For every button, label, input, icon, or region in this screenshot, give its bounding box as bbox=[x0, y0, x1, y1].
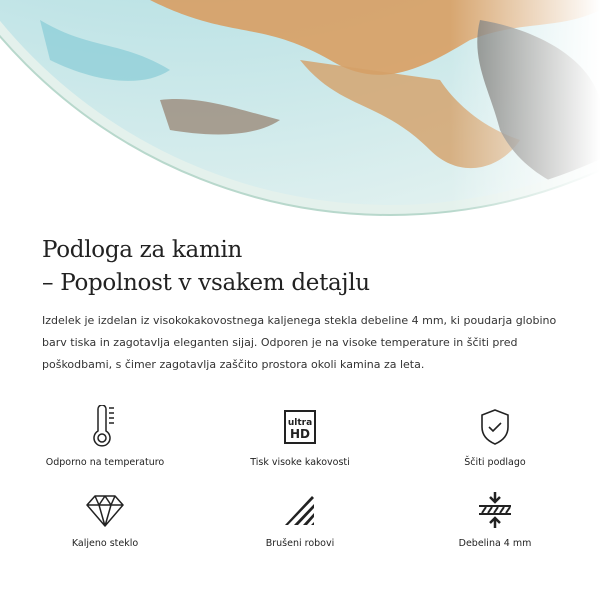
feature-protects-surface bbox=[405, 405, 585, 468]
feature-label: Ščiti podlago bbox=[464, 457, 526, 468]
feature-label: Tisk visoke kakovosti bbox=[250, 457, 350, 468]
feature-label: Kaljeno steklo bbox=[71, 538, 139, 549]
feature-temperature bbox=[15, 405, 195, 468]
thickness-icon bbox=[475, 490, 515, 530]
product-description: Izdelek je izdelan iz visokokakovostnega kaljenega stekla debeline 4 mm, ki poudarja globino barv tiska in zagotavlja eleganten sijaj. Odporen je na visoke temperature in ščiti pred poškodbami, s čimer zagotavlja zaščito prostora okoli kamina za leta. bbox=[42, 314, 557, 371]
svg-text:HD: HD bbox=[289, 427, 311, 441]
diamond-icon bbox=[85, 490, 125, 530]
feature-label: Brušeni robovi bbox=[265, 538, 335, 549]
svg-text:ultra: ultra bbox=[287, 418, 313, 428]
feature-thickness bbox=[405, 490, 585, 549]
feature-polished-edges bbox=[210, 490, 390, 549]
product-image-glass-marble bbox=[0, 0, 600, 240]
title-line-1: Podloga za kamin bbox=[42, 237, 243, 263]
feature-print-quality bbox=[210, 405, 390, 468]
ultra-hd-icon bbox=[280, 405, 320, 449]
feature-label: Debelina 4 mm bbox=[458, 538, 532, 549]
title-line-2: – Popolnost v vsakem detajlu bbox=[42, 270, 370, 296]
page-title bbox=[42, 234, 370, 300]
polished-edges-icon bbox=[280, 490, 320, 530]
shield-check-icon bbox=[475, 405, 515, 449]
feature-tempered-glass bbox=[15, 490, 195, 549]
thermometer-icon bbox=[85, 405, 125, 449]
feature-label: Odporno na temperaturo bbox=[45, 457, 165, 468]
